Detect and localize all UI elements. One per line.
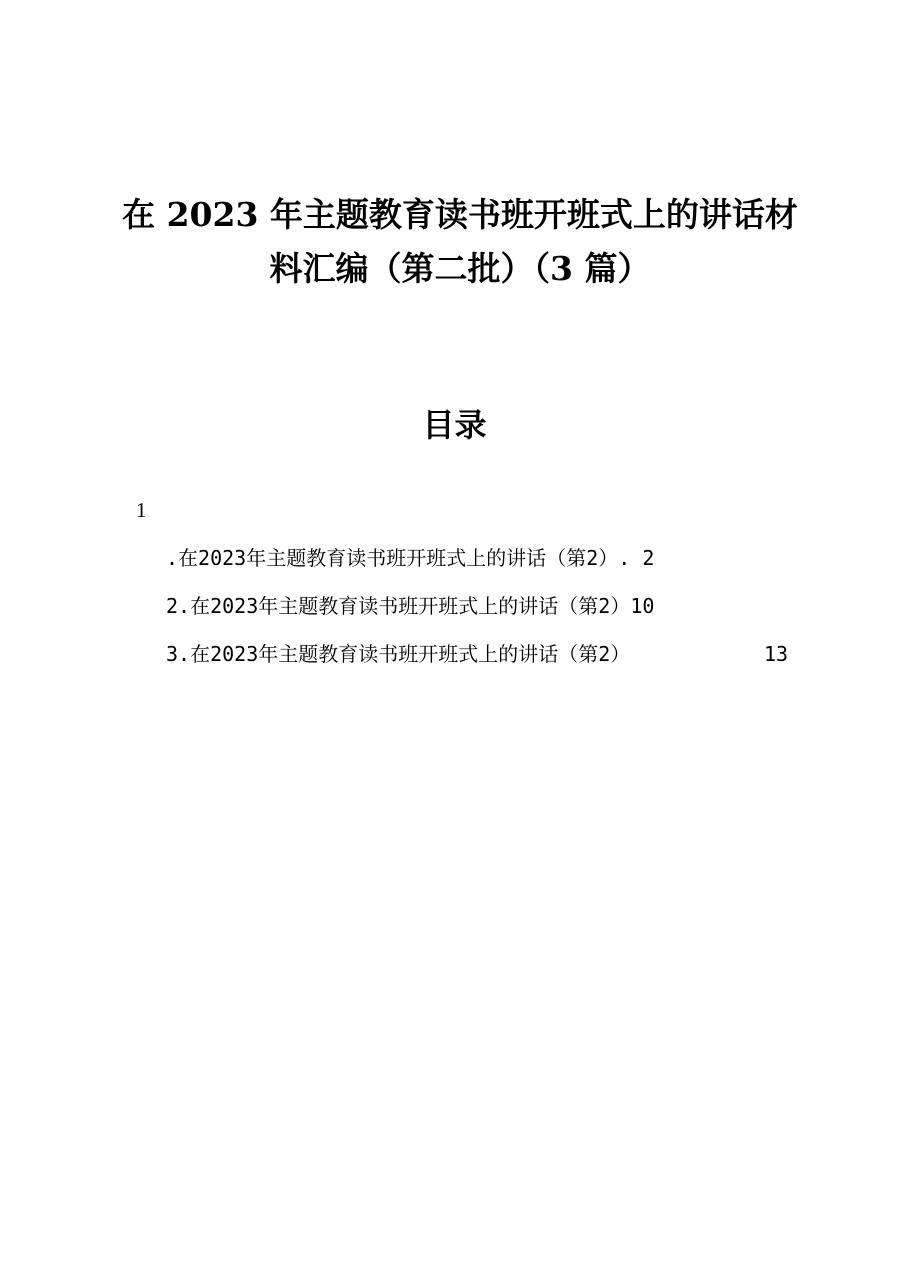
toc-entry-number: 2. xyxy=(166,594,191,618)
toc-entry-text: .在2023年主题教育读书班开班式上的讲话（第2）. xyxy=(166,546,643,570)
toc-entry-page: 13 xyxy=(764,642,789,666)
toc-entry-page: 10 xyxy=(630,594,655,618)
toc-entry-page: 2 xyxy=(642,546,655,570)
document-title-line-2: 料汇编（第二批）（3 篇） xyxy=(269,249,651,288)
toc-entry-2[interactable] xyxy=(166,592,654,620)
document-title xyxy=(90,188,830,296)
toc-entry-number: 3. xyxy=(166,642,191,666)
toc-heading: 目录 xyxy=(422,406,487,444)
toc-entry-1[interactable] xyxy=(166,544,654,572)
document-title-line-1: 在 2023 年主题教育读书班开班式上的讲话材 xyxy=(122,195,798,234)
toc-entry-text: 在2023年主题教育读书班开班式上的讲话（第2） xyxy=(190,642,631,666)
toc-stray-number: 1 xyxy=(136,498,147,522)
toc-entry-3[interactable] xyxy=(166,640,789,668)
toc-entry-text: 在2023年主题教育读书班开班式上的讲话（第2） xyxy=(190,594,631,618)
